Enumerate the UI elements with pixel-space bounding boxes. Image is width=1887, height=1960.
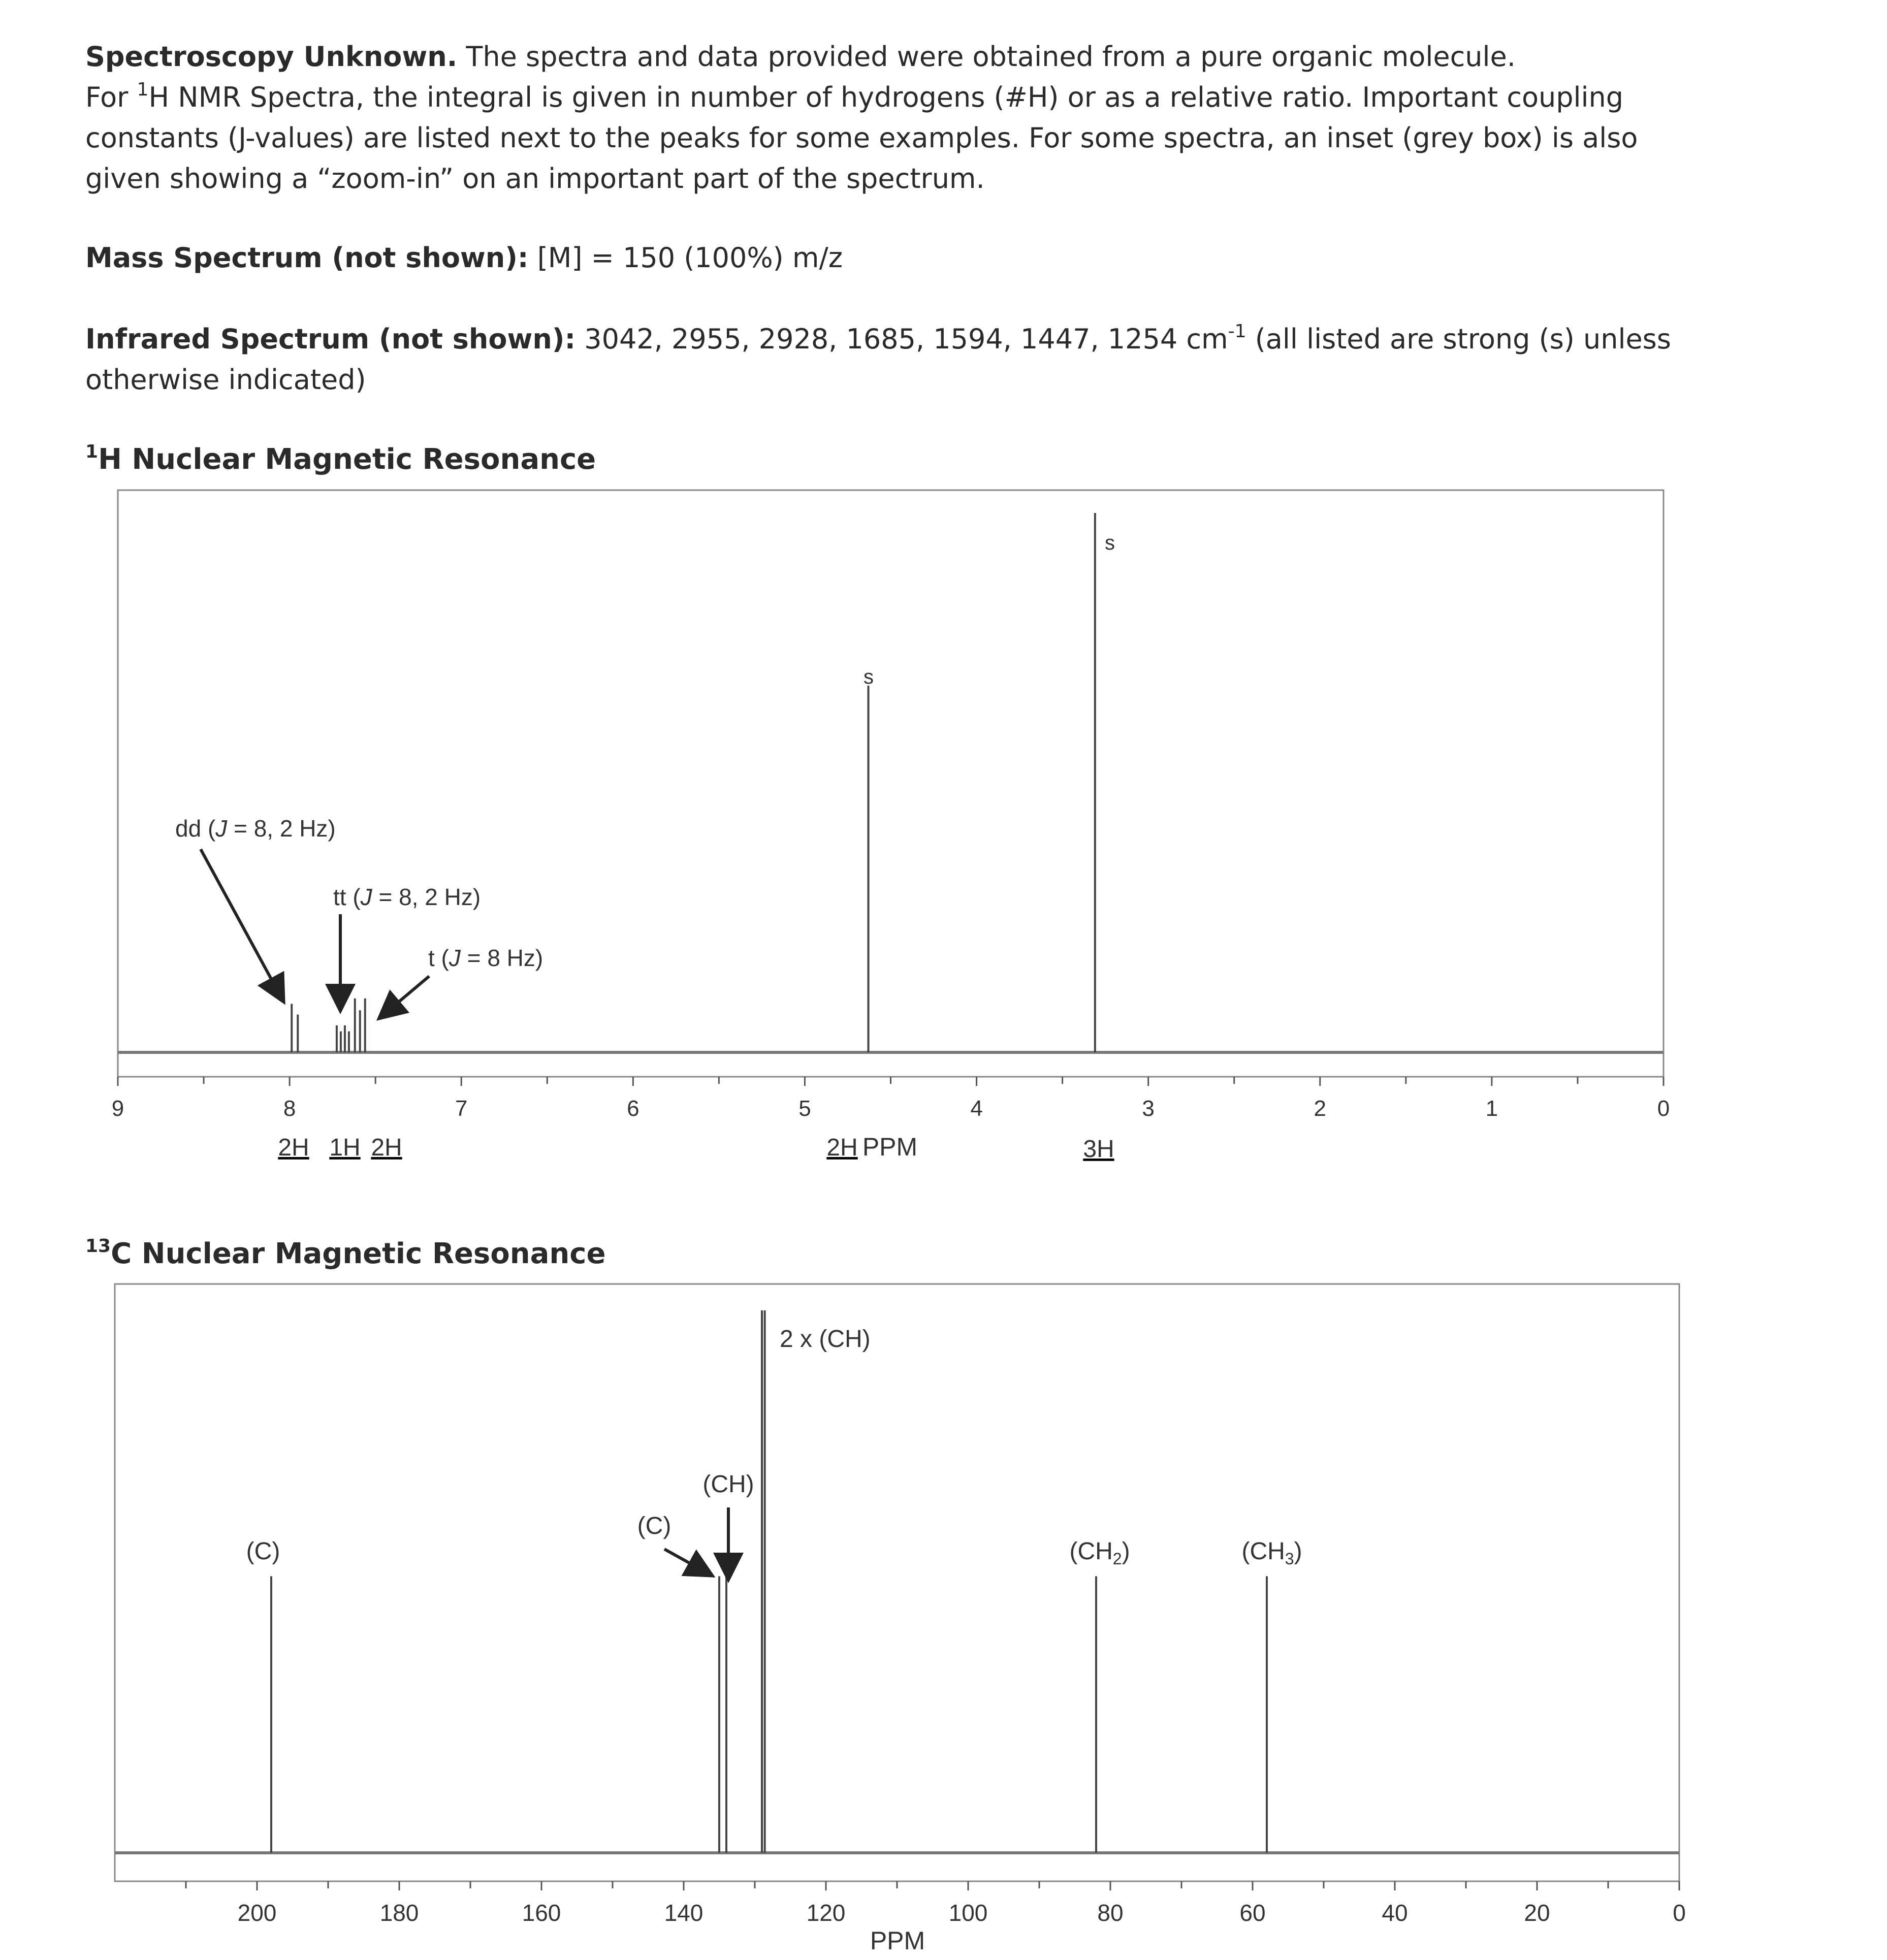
h-integral-5: 3H — [1083, 1136, 1114, 1163]
c-x-tick-label: 20 — [1524, 1900, 1550, 1926]
c-x-tick-label: 0 — [1673, 1900, 1686, 1926]
ir-value: 3042, 2955, 2928, 1685, 1594, 1447, 1254 cm — [575, 323, 1228, 355]
h-x-tick-label: 2 — [1314, 1096, 1327, 1121]
c-x-tick-label: 40 — [1382, 1900, 1408, 1926]
h-x-tick-label: 1 — [1485, 1096, 1498, 1121]
h-nmr-heading-text: H Nuclear Magnetic Resonance — [98, 443, 596, 476]
ir-label: Infrared Spectrum (not shown): — [85, 323, 576, 355]
h-integral-4: 2H — [826, 1134, 858, 1161]
h-x-tick-label: 7 — [455, 1096, 468, 1121]
c-x-tick-label: 100 — [948, 1900, 988, 1926]
h-nmr-frame — [118, 490, 1664, 1077]
c-peak-label-ch3: $(CH_3)$ — [1241, 1538, 1302, 1568]
h-arrow-dd — [201, 849, 282, 1000]
c-peak-label-ch2: $(CH_2)$ — [1069, 1538, 1130, 1568]
h-x-tick-label: 4 — [970, 1096, 983, 1121]
h-x-axis-label: PPM — [862, 1133, 918, 1161]
h-peak-label-s1: s — [863, 666, 874, 688]
c-nmr-chart — [115, 1284, 1686, 1955]
h-peak-label-t: t (J = 8 Hz) — [428, 945, 543, 971]
c-x-tick-label: 80 — [1097, 1900, 1124, 1926]
h-x-tick-label: 8 — [283, 1096, 296, 1121]
h-nmr-heading-sup: 1 — [85, 441, 99, 462]
c-nmr-heading-text: C Nuclear Magnetic Resonance — [111, 1237, 606, 1270]
c-nmr-heading-sup: 13 — [85, 1236, 111, 1257]
h-integrals — [278, 1134, 1114, 1163]
intro-title: Spectroscopy Unknown. — [85, 41, 458, 73]
h-arrow-t — [381, 976, 429, 1017]
h-integral-1: 2H — [278, 1134, 309, 1161]
h-x-tick-label: 6 — [627, 1096, 639, 1121]
c-x-tick-label: 180 — [379, 1900, 419, 1926]
c-x-tick-label: 140 — [664, 1900, 703, 1926]
h-x-tick-label: 3 — [1142, 1096, 1155, 1121]
intro-pre: For — [85, 81, 137, 113]
c-nmr-frame — [115, 1284, 1679, 1881]
ir-sup: -1 — [1228, 321, 1246, 342]
h-peak-label-s2: s — [1105, 532, 1115, 554]
intro-sup: 1 — [137, 79, 149, 100]
h-integral-3: 2H — [371, 1134, 402, 1161]
mass-label: Mass Spectrum (not shown): — [85, 242, 529, 274]
c-x-tick-label: 120 — [806, 1900, 846, 1926]
c-x-tick-label: 200 — [237, 1900, 277, 1926]
c-peak-label-c2: (C) — [637, 1513, 671, 1539]
ir-rest: (all listed are strong (s) unless otherwise indicated) — [85, 323, 1671, 396]
intro-line1: The spectra and data provided were obtained from a pure organic molecule. — [457, 41, 1516, 73]
h-peak-label-dd: dd (J = 8, 2 Hz) — [175, 815, 336, 842]
h-x-tick-label: 9 — [111, 1096, 124, 1121]
c-arrow-c2 — [664, 1549, 710, 1575]
c-x-tick-label: 160 — [522, 1900, 561, 1926]
c-x-axis-label: PPM — [870, 1926, 925, 1955]
mass-value: [M] = 150 (100%) m/z — [528, 242, 843, 274]
c-x-tick-label: 60 — [1239, 1900, 1266, 1926]
h-x-tick-label: 0 — [1657, 1096, 1670, 1121]
h-peak-label-tt: tt (J = 8, 2 Hz) — [333, 884, 481, 910]
c-peak-label-c1: (C) — [246, 1538, 280, 1565]
c-peak-label-ch: (CH) — [702, 1471, 754, 1498]
h-nmr-chart — [112, 490, 1670, 1163]
h-x-tick-label: 5 — [798, 1096, 811, 1121]
h-integral-2: 1H — [329, 1134, 361, 1161]
intro-line2: H NMR Spectra, the integral is given in number of hydrogens (#H) or as a relative ratio. Important coupling constants (J-values) are listed next to the peaks for some examples. For some spectra, an inset (grey box) is also given showing a “zoom-in” on an important part of the spectrum. — [85, 81, 1638, 195]
c-peak-label-2xch: 2 x (CH) — [780, 1326, 871, 1353]
